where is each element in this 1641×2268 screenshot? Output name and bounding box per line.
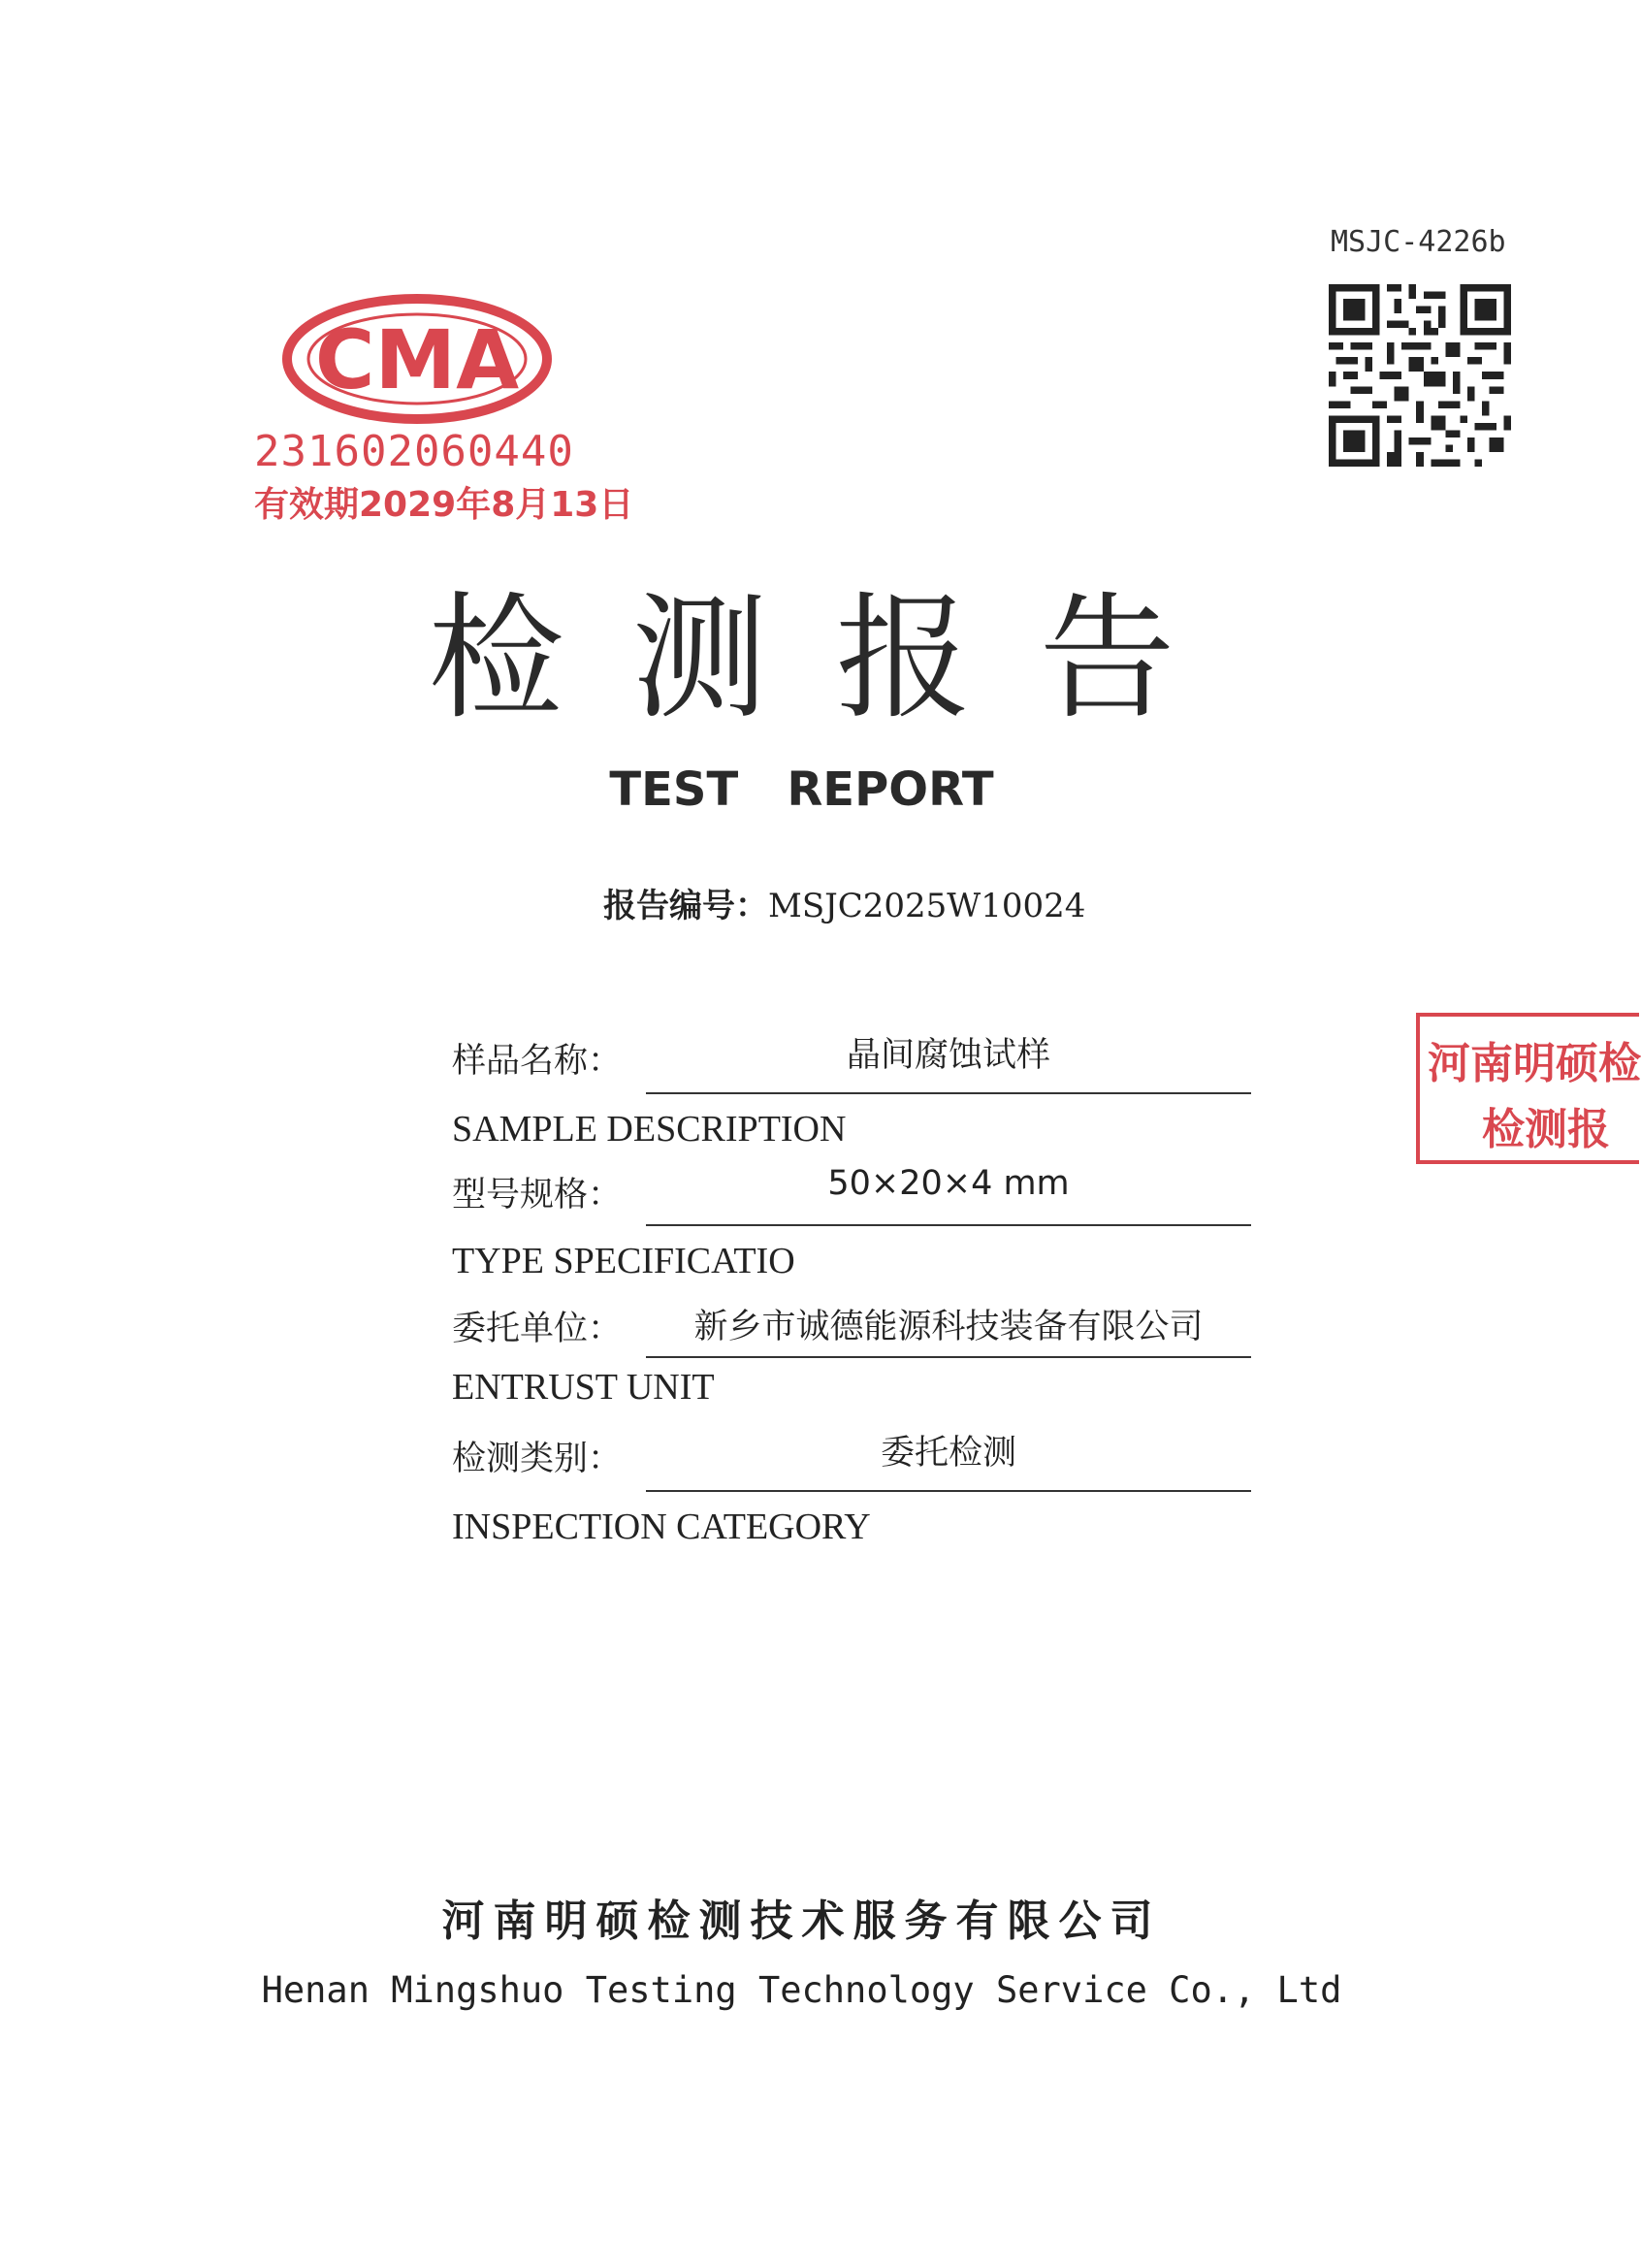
inspection-value: 委托检测 [880,1434,1016,1473]
cma-number: 231602060440 [254,427,574,476]
type-label-cn: 型号规格： [452,1176,623,1215]
inspection-label-cn: 检测类别： [452,1440,623,1478]
report-title-en: TEST REPORT [609,762,994,817]
sample-label-cn: 样品名称： [452,1042,623,1081]
report-title-cn: 检测报告 [428,580,1243,738]
inspection-label-en: INSPECTION CATEGORY [452,1507,871,1547]
cma-letters: CMA [314,312,520,407]
entrust-label-cn: 委托单位： [452,1310,623,1348]
entrust-value: 新乡市诚德能源科技装备有限公司 [693,1308,1204,1346]
company-name-en: Henan Mingshuo Testing Technology Service Co., Ltd [261,1969,1342,2011]
cma-logo-icon [281,291,553,427]
entrust-underline [646,1356,1251,1358]
report-number-value: MSJC2025W10024 [768,887,1086,925]
qr-code-icon[interactable] [1329,283,1511,468]
type-value: 50×20×4 mm [827,1164,1070,1203]
cma-seal [254,291,634,525]
sample-underline [646,1092,1251,1094]
document-code: MSJC-4226b [1331,225,1506,259]
side-stamp-line2: 检测报 [1482,1105,1610,1154]
report-number-label: 报告编号： [603,887,768,925]
side-stamp-line1: 河南明硕检 [1428,1039,1641,1088]
entrust-label-en: ENTRUST UNIT [452,1367,715,1408]
type-underline [646,1224,1251,1226]
sample-label-en: SAMPLE DESCRIPTION [452,1109,847,1150]
report-number [603,879,1085,926]
inspection-underline [646,1490,1251,1492]
company-side-stamp [1416,1013,1639,1164]
cma-validity: 有效期2029年8月13日 [254,485,634,525]
type-label-en: TYPE SPECIFICATIO [452,1241,795,1281]
company-name-cn: 河南明硕检测技术服务有限公司 [441,1896,1162,1946]
sample-value: 晶间腐蚀试样 [846,1036,1050,1075]
